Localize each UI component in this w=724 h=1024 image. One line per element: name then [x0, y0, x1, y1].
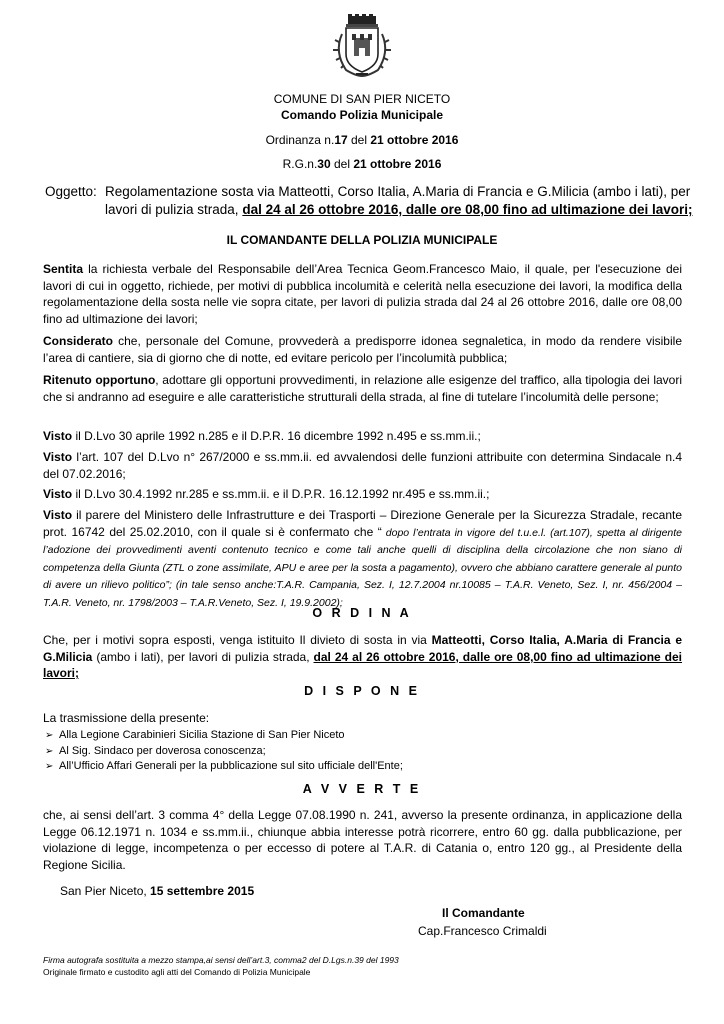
premise-keyword: Visto	[43, 508, 73, 522]
recipients-list	[45, 728, 403, 775]
premise-visto-2	[43, 449, 682, 482]
ordina-heading: O R D I N A	[312, 606, 412, 620]
premise-visto-1	[43, 428, 682, 445]
subject-period: dal 24 al 26 ottobre 2016, dalle ore 08,00 fino ad ultimazione dei lavori;	[242, 202, 693, 217]
avverte-text: che, ai sensi dell’art. 3 comma 4° della Legge 07.08.1990 n. 241, avverso la presente ordinanza, in applicazione della Legge 06.12.1971 n. 1034 e ss.mm.ii., chiunque abbia interesse potrà ricorrere, entro 60 gg. dalla pubblicazione, per violazione di legge, incompetenza o per eccesso di potere al T.A.R. di Catania o, entro 120 gg., al Presidente della Regione Sicilia.	[43, 808, 682, 872]
premise-visto-4	[43, 507, 682, 611]
list-item	[45, 759, 403, 775]
avverte-heading: A V V E R T E	[302, 782, 422, 796]
list-item-text: Alla Legione Carabinieri Sicilia Stazione di San Pier Niceto	[59, 729, 345, 741]
place-date	[60, 884, 254, 898]
dispone-intro: La trasmissione della presente:	[43, 711, 210, 725]
subject-text	[105, 183, 705, 219]
rgn-value: 30	[317, 157, 331, 171]
municipality-name: COMUNE DI SAN PIER NICETO	[273, 92, 451, 106]
premise-keyword: Visto	[43, 450, 73, 464]
footer-original-note: Originale firmato e custodito agli atti del Comando di Polizia Municipale	[43, 967, 311, 977]
municipal-crest-emblem	[330, 14, 394, 80]
premise-text: il D.Lvo 30 aprile 1992 n.285 e il D.P.R. 16 dicembre 1992 n.495 e ss.mm.ii.;	[72, 429, 481, 443]
premise-text: l’art. 107 del D.Lvo n° 267/2000 e ss.mm.ii. ed avvalendosi delle funzioni attribuite con determina Sindacale n.4 del 07.02.2016;	[43, 450, 682, 481]
premise-sentita	[43, 261, 682, 327]
ordina-text	[43, 632, 682, 682]
rgn-prefix: R.G.n.	[282, 157, 318, 171]
ordinance-number	[0, 133, 724, 147]
issuer-title: IL COMANDANTE DELLA POLIZIA MUNICIPALE	[226, 233, 498, 247]
dispone-heading: D I S P O N E	[304, 684, 420, 698]
signature-date: 15 settembre 2015	[150, 884, 255, 898]
subject-description: Regolamentazione sosta via Matteotti, Corso Italia, A.Maria di Francia e G.Milicia (ambo i lati), per lavori di pulizia strada,	[105, 184, 691, 217]
rgn-sep: del	[330, 157, 354, 171]
list-item	[45, 744, 403, 760]
premise-visto-3	[43, 486, 682, 503]
place: San Pier Niceto,	[60, 884, 151, 898]
premise-text: , adottare gli opportuni provvedimenti, in relazione alle esigenze del traffico, alla tipologia dei lavori che si andranno ad eseguire e alle caratteristiche strutturali della strada, al fine di tutelare l’incolumità delle persone;	[43, 373, 682, 404]
list-item-text: Al Sig. Sindaco per doverosa conoscenza;	[59, 744, 266, 757]
footer-signature-note: Firma autografa sostituita a mezzo stampa,ai sensi dell’art.3, comma2 del D.Lgs.n.39 del 1993	[43, 955, 399, 965]
command-name: Comando Polizia Municipale	[280, 108, 444, 122]
signer-title: Il Comandante	[442, 906, 525, 920]
ordinance-date: 21 ottobre 2016	[370, 133, 459, 147]
premise-keyword: Visto	[43, 429, 73, 443]
premise-text: la richiesta verbale del Responsabile dell’Area Tecnica Geom.Francesco Maio, il quale, per l'esecuzione dei lavori di cui in oggetto, richiede, per motivi di pubblica incolumità e celerità nella esecuzione dei lavori, la modifica della regolamentazione della sosta nelle vie sopra citate, per lavori di pulizia strada dal 24 al 26 ottobre 2016, dalle ore 08,00 fino ad ultimazione dei lavori;	[43, 262, 682, 326]
ordina-middle: (ambo i lati), per lavori di pulizia strada,	[92, 649, 314, 664]
ordina-intro: Che, per i motivi sopra esposti, venga istituito Il divieto di sosta in via	[43, 633, 432, 647]
rgn-date: 21 ottobre 2016	[353, 157, 442, 171]
premise-text: il parere del Ministero delle Infrastrutture e dei Trasporti – Direzione Generale per la Sicurezza Stradale, recante prot. 16742 del 25.02.2010, con il quale si è confermato che “	[43, 508, 682, 539]
premise-keyword: Considerato	[43, 334, 114, 348]
signer-name: Cap.Francesco Crimaldi	[418, 924, 547, 938]
ordinance-number-prefix: Ordinanza n.	[265, 133, 335, 147]
premise-quote: dopo l’entrata in vigore del t.u.e.l. (art.107), spetta al dirigente l’adozione dei provvedimenti aventi contenuto tecnico e come tali anche quelli di disciplina della circolazione che non siano di competenza della Giunta (ZTL o zone assimilate, APU e aree per la sosta a pagamento), ovvero che abbiano carattere generale al punto di avere un rilievo politico”; (in tale senso anche:T.A.R. Campania, Sez. I, 12.7.2004 nr.10085 – T.A.R. Veneto, Sez. I, nr. 456/2004 – T.A.R. Veneto, nr. 1798/2003 – T.A.R.Veneto, Sez. I, 19.9.2002);	[43, 526, 682, 609]
subject-label: Oggetto:	[45, 184, 97, 199]
list-item	[45, 728, 403, 744]
premise-ritenuto	[43, 372, 682, 405]
arrow-bullet-icon: ➢	[45, 745, 54, 757]
arrow-bullet-icon: ➢	[45, 761, 54, 772]
premise-text: che, personale del Comune, provvederà a predisporre idonea segnaletica, in modo da rendere visibile l’area di cantiere, sia di giorno che di notte, ed evitare pericolo per l’incolumità pubblica;	[43, 334, 682, 365]
premise-text: il D.Lvo 30.4.1992 nr.285 e ss.mm.ii. e il D.P.R. 16.12.1992 nr.495 e ss.mm.ii.;	[72, 487, 490, 501]
premise-keyword: Ritenuto opportuno	[43, 373, 156, 387]
premise-keyword: Visto	[43, 487, 73, 501]
general-register-number	[0, 157, 724, 171]
premise-considerato	[43, 333, 682, 366]
list-item-text: All’Ufficio Affari Generali per la pubblicazione sul sito ufficiale dell'Ente;	[59, 760, 403, 772]
premise-keyword: Sentita	[43, 262, 84, 276]
ordina-streets: Matteotti, Corso Italia, A.Maria di Francia e G.Milicia	[43, 633, 682, 664]
arrow-bullet-icon: ➢	[45, 730, 54, 741]
ordinance-number-value: 17	[334, 133, 348, 147]
ordinance-number-sep: del	[347, 133, 371, 147]
ordina-period: dal 24 al 26 ottobre 2016, dalle ore 08,00 fino ad ultimazione dei lavori;	[43, 649, 683, 680]
